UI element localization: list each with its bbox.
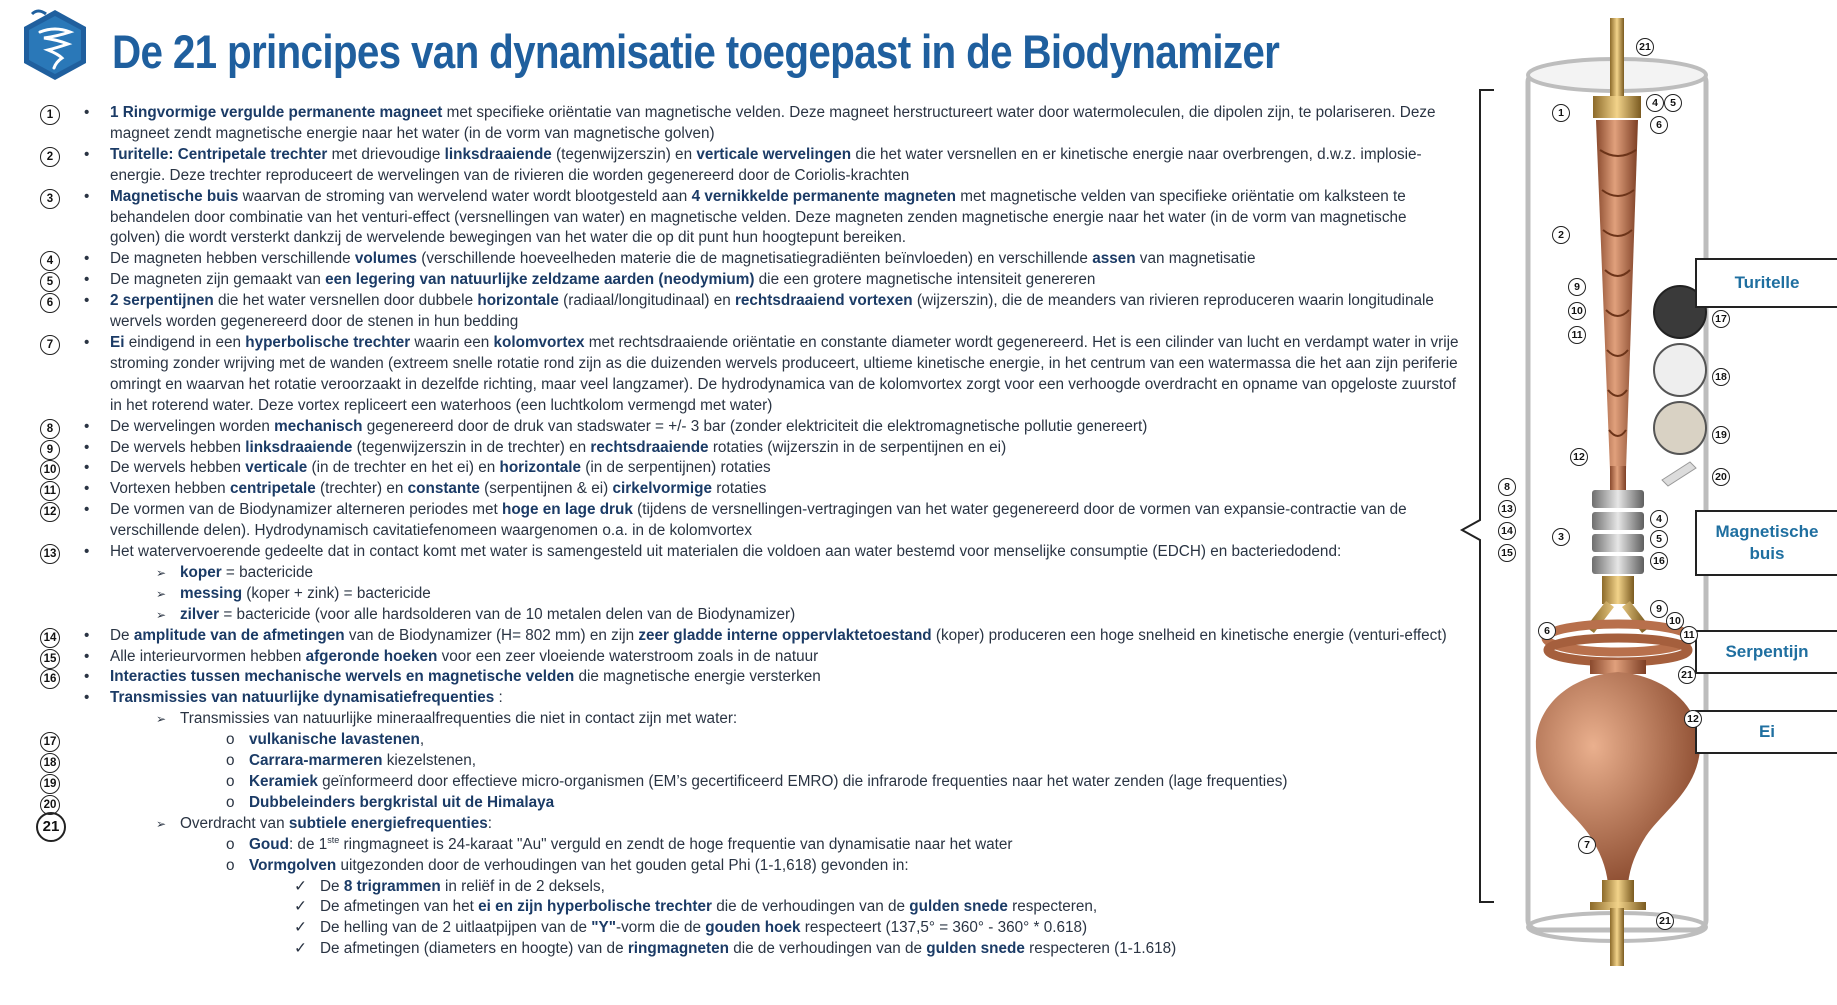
number-circle: 3 [40, 189, 60, 209]
number-circle: 17 [40, 732, 60, 752]
bullet-dot: • [84, 271, 90, 289]
transmissions-section [0, 688, 1460, 960]
number-circle: 6 [40, 293, 60, 313]
list-item [0, 939, 1460, 960]
bullet-dot: • [84, 689, 90, 707]
list-item [0, 145, 1460, 187]
item-text: De helling van de 2 uitlaatpijpen van de "Y"-vorm die de gouden hoek respecteert (137,5° = 360° - 360° * 0.618) [320, 919, 1088, 937]
check-mark: ✓ [294, 940, 307, 958]
list-item [0, 563, 1460, 584]
number-circle: 16 [40, 669, 60, 689]
check-mark: ✓ [294, 877, 307, 895]
list-item [0, 835, 1460, 856]
diagram-label: 7 [1578, 836, 1596, 854]
number-circle: 18 [40, 753, 60, 773]
number-circle: 11 [40, 481, 60, 501]
number-circle: 8 [40, 419, 60, 439]
item-text: De wervels hebben verticale (in de trechter en het ei) en horizontale (in de serpentijnen) rotaties [110, 459, 771, 477]
diagram-label: 9 [1568, 278, 1586, 296]
diagram-label: 11 [1568, 326, 1586, 344]
bullet-dot: • [84, 250, 90, 268]
item-text: koper = bactericide [180, 563, 314, 581]
number-circle: 19 [40, 774, 60, 794]
number-circle: 1 [40, 105, 60, 125]
item-text: Goud: de 1ste ringmagneet is 24-karaat "Au" verguld en zendt de hoge frequentie van dynamisatie naar het water [249, 834, 1013, 853]
item-text: Dubbeleinders bergkristal uit de Himalaya [249, 793, 555, 811]
bullet-dot: • [84, 668, 90, 686]
biodynamizer-drawing [1440, 0, 1837, 1000]
diagram-label: 14 [1498, 522, 1516, 540]
list-item [0, 751, 1460, 772]
callout-magnetische-buis: Magnetische buis [1695, 510, 1837, 576]
circle-bullet: o [226, 793, 235, 811]
item-text: De afmetingen (diameters en hoogte) van de ringmagneten die de verhoudingen van de gulden snede respecteren (1-1.618) [320, 940, 1177, 958]
item-text: De vormen van de Biodynamizer alterneren periodes met hoge en lage druk (tijdens de versnellingen-vertragingen van het water gegenereerd door de vormen van expansie-contractie van de verschillende delen). Hydrodynamisch cavitatiefenomeen waargenomen o.a. in de kolomvortex [110, 501, 1407, 540]
list-item [0, 918, 1460, 939]
item-text: Interacties tussen mechanische wervels en magnetische velden die magnetische energie versterken [110, 668, 821, 686]
list-item [0, 103, 1460, 145]
bullet-dot: • [84, 333, 90, 351]
list-item [0, 667, 1460, 688]
bullet-dot: • [84, 543, 90, 561]
diagram-label: 10 [1666, 612, 1684, 630]
item-text: De magneten hebben verschillende volumes (verschillende hoeveelheden materie die de magnetisatiegradiënten beïnvloeden) en verschillende assen van magnetisatie [110, 250, 1256, 268]
number-circle: 21 [36, 812, 66, 842]
diagram-label: 19 [1712, 426, 1730, 444]
item-text: zilver = bactericide (voor alle hardsolderen van de 10 metalen delen van de Biodynamizer) [180, 605, 796, 623]
item-text: De wervels hebben linksdraaiende (tegenwijzerszin in de trechter) en rechtsdraaiende rotaties (wijzerszin in de serpentijnen en ei) [110, 438, 1007, 456]
list-item [0, 877, 1460, 898]
check-mark: ✓ [294, 898, 307, 916]
arrow-bullet: ➢ [156, 607, 167, 622]
number-circle: 9 [40, 440, 60, 460]
vortex-hexagon-logo [18, 6, 92, 84]
list-item [0, 438, 1460, 459]
list-item [0, 333, 1460, 417]
diagram-label: 18 [1712, 368, 1730, 386]
diagram-label: 21 [1656, 912, 1674, 930]
circle-bullet: o [226, 773, 235, 790]
diagram-label: 5 [1650, 530, 1668, 548]
diagram-label: 9 [1650, 600, 1668, 618]
diagram-label: 15 [1498, 544, 1516, 562]
list-item [0, 270, 1460, 291]
circle-bullet: o [226, 856, 235, 874]
bullet-dot: • [84, 292, 90, 310]
number-circle: 5 [40, 272, 60, 292]
number-circle: 20 [40, 795, 60, 815]
diagram-label: 21 [1636, 38, 1654, 56]
item-text: Magnetische buis waarvan de stroming van wervelend water wordt blootgesteld aan 4 vernikkelde permanente magneten met magnetische velden van specifieke oriëntatie om kalksteen te behandelen door combinatie van het venturi-effect (versnellingen van water) en magnetische velden. Deze magneten zenden magnetische energie naar het water (in de vorm van magnetische golven) die wordt versterkt dankzij de wervelende bewegingen van het water die op dit punt hun hoogtepunt bereiken. [110, 187, 1407, 247]
bullet-dot: • [84, 438, 90, 456]
diagram-label: 12 [1684, 710, 1702, 728]
item-text: vulkanische lavastenen, [249, 731, 425, 749]
callout-ei: Ei [1695, 710, 1837, 754]
list-item [0, 647, 1460, 668]
number-circle: 15 [40, 649, 60, 669]
bullet-dot: • [84, 417, 90, 435]
diagram-label: 10 [1568, 302, 1586, 320]
item-text: Keramiek geïnformeerd door effectieve micro-organismen (EM’s gecertificeerd EMRO) die infrarode frequenties naar het water zenden (lage frequenties) [249, 773, 1288, 790]
diagram-label: 1 [1552, 104, 1570, 122]
item-text: messing (koper + zink) = bactericide [180, 584, 431, 602]
diagram-label: 12 [1570, 448, 1588, 466]
list-item [0, 856, 1460, 877]
list-item [0, 626, 1460, 647]
bullet-dot: • [84, 480, 90, 498]
bullet-dot: • [84, 459, 90, 477]
number-circle: 2 [40, 147, 60, 167]
diagram-label: 4 [1650, 510, 1668, 528]
bullet-dot: • [84, 501, 90, 519]
item-text: De afmetingen van het ei en zijn hyperbolische trechter die de verhoudingen van de gulden snede respecteren, [320, 898, 1098, 916]
arrow-bullet: ➢ [156, 712, 167, 727]
materials-list [0, 563, 1460, 626]
arrow-bullet: ➢ [156, 586, 167, 601]
number-circle: 14 [40, 628, 60, 648]
list-item [0, 542, 1460, 563]
diagram-label: 20 [1712, 468, 1730, 486]
biodynamizer-diagram [1440, 0, 1837, 1000]
diagram-label: 6 [1538, 622, 1556, 640]
item-text: Vortexen hebben centripetale (trechter) en constante (serpentijnen & ei) cirkelvormige rotaties [110, 480, 767, 498]
diagram-label: 17 [1712, 310, 1730, 328]
item-text: De magneten zijn gemaakt van een legering van natuurlijke zeldzame aarden (neodymium) die een grotere magnetische intensiteit genereren [110, 271, 1096, 289]
number-circle: 10 [40, 460, 60, 480]
diagram-label: 4 [1646, 94, 1664, 112]
arrow-bullet: ➢ [156, 816, 167, 831]
list-item [0, 458, 1460, 479]
list-item [0, 897, 1460, 918]
list-item [0, 584, 1460, 605]
callout-turitelle: Turitelle [1695, 258, 1837, 308]
diagram-label: 3 [1552, 528, 1570, 546]
circle-bullet: o [226, 731, 235, 749]
number-circle: 13 [40, 544, 60, 564]
list-item [0, 249, 1460, 270]
item-text: 1 Ringvormige vergulde permanente magneet met specifieke oriëntatie van magnetische velden. Deze magneet herstructureert water door watermoleculen, die dipolen zijn, te polariseren. Deze magneet zendt magnetische energie naar het water (in de vorm van magnetische golven) [110, 104, 1436, 142]
item-text: Vormgolven uitgezonden door de verhoudingen van het gouden getal Phi (1-1,618) gevonden in: [249, 856, 909, 874]
list-item [0, 187, 1460, 250]
bullet-dot: • [84, 187, 90, 205]
diagram-label: 21 [1678, 666, 1696, 684]
item-text: Turitelle: Centripetale trechter met drievoudige linksdraaiende (tegenwijzerszin) en verticale wervelingen die het water versnellen en er kinetische energie naar overbrengen, d.w.z. implosie-energie. Deze trechter reproduceert de wervelingen van de rivieren die worden gegenereerd door de Coriolis-krachten [110, 145, 1422, 184]
list-item [0, 291, 1460, 333]
item-text: De 8 trigrammen in reliëf in de 2 deksels, [320, 877, 605, 895]
item-text: Alle interieurvormen hebben afgeronde hoeken voor een zeer vloeiende waterstroom zoals in de natuur [110, 647, 819, 665]
item-text: De wervelingen worden mechanisch gegenereerd door de druk van stadswater = +/- 3 bar (zonder elektriciteit die elektromagnetische pollutie genereert) [110, 417, 1148, 435]
list-item [0, 417, 1460, 438]
item-text: De amplitude van de afmetingen van de Biodynamizer (H= 802 mm) en zijn zeer gladde interne oppervlaktetoestand (koper) produceren een hoge snelheid en kinetische energie (venturi-effect) [110, 626, 1447, 644]
list-item [0, 479, 1460, 500]
diagram-label: 11 [1680, 626, 1698, 644]
principles-list [0, 103, 1460, 960]
principles-1-13 [0, 103, 1460, 563]
item-text: Transmissies van natuurlijke mineraalfrequenties die niet in contact zijn met water: [180, 710, 738, 728]
item-text: Het watervervoerende gedeelte dat in contact komt met water is samengesteld uit materialen die voldoen aan water bestemd voor menselijke consumptie (EDCH) en bacteriedodend: [110, 543, 1342, 561]
diagram-label: 13 [1498, 500, 1516, 518]
callout-serpentijn: Serpentijn [1695, 630, 1837, 674]
list-item [0, 730, 1460, 751]
principles-14-16 [0, 626, 1460, 689]
diagram-label: 5 [1664, 94, 1682, 112]
circle-bullet: o [226, 752, 235, 770]
diagram-label: 2 [1552, 226, 1570, 244]
list-item [0, 605, 1460, 626]
item-text: Transmissies van natuurlijke dynamisatiefrequenties : [110, 689, 503, 707]
page-title: De 21 principes van dynamisatie toegepast in de Biodynamizer [112, 25, 1280, 78]
list-item [0, 709, 1460, 730]
circle-bullet: o [226, 835, 235, 853]
bullet-dot: • [84, 104, 90, 121]
bullet-dot: • [84, 626, 90, 644]
list-item [0, 793, 1460, 814]
item-text: Ei eindigend in een hyperbolische trechter waarin een kolomvortex met rechtsdraaiende oriëntatie en constante diameter wordt gegenereerd. Het is een cilinder van lucht en verdampt water in vrije stroming zonder wrijving met de wanden (extreem snelle rotatie rond zijn as die duizenden wervels produceert, ultieme kinetische energie, in het centrum van een watermassa die het aan zijn periferie omringt en waarvan het rotatie veroorzaakt in dezelfde richting, maar veel langzamer). De hydrodynamica van de kolomvortex zorgt voor een verhoogde overdracht en opname van opgeloste zuurstof in het roterend water. Deze vortex repliceert een waterhoos (een luchtkolom vermengd met water) [110, 333, 1459, 414]
number-circle: 4 [40, 251, 60, 271]
bullet-dot: • [84, 145, 90, 163]
list-item [0, 814, 1460, 835]
diagram-label: 6 [1650, 116, 1668, 134]
diagram-label: 16 [1650, 552, 1668, 570]
item-text: Carrara-marmeren kiezelstenen, [249, 752, 477, 770]
check-mark: ✓ [294, 919, 307, 937]
bullet-dot: • [84, 647, 90, 665]
number-circle: 7 [40, 335, 60, 355]
diagram-label: 8 [1498, 478, 1516, 496]
item-text: 2 serpentijnen die het water versnellen door dubbele horizontale (radiaal/longitudinaal) en rechtsdraaiend vortexen (wijzerszin), die de meanders van rivieren reproduceren waarin longitudinale wervels worden gegenereerd door de stenen in hun bedding [110, 292, 1434, 331]
list-item [0, 500, 1460, 542]
list-item [0, 688, 1460, 709]
item-text: Overdracht van subtiele energiefrequenties: [180, 814, 492, 832]
arrow-bullet: ➢ [156, 565, 167, 580]
number-circle: 12 [40, 502, 60, 522]
list-item [0, 772, 1460, 793]
